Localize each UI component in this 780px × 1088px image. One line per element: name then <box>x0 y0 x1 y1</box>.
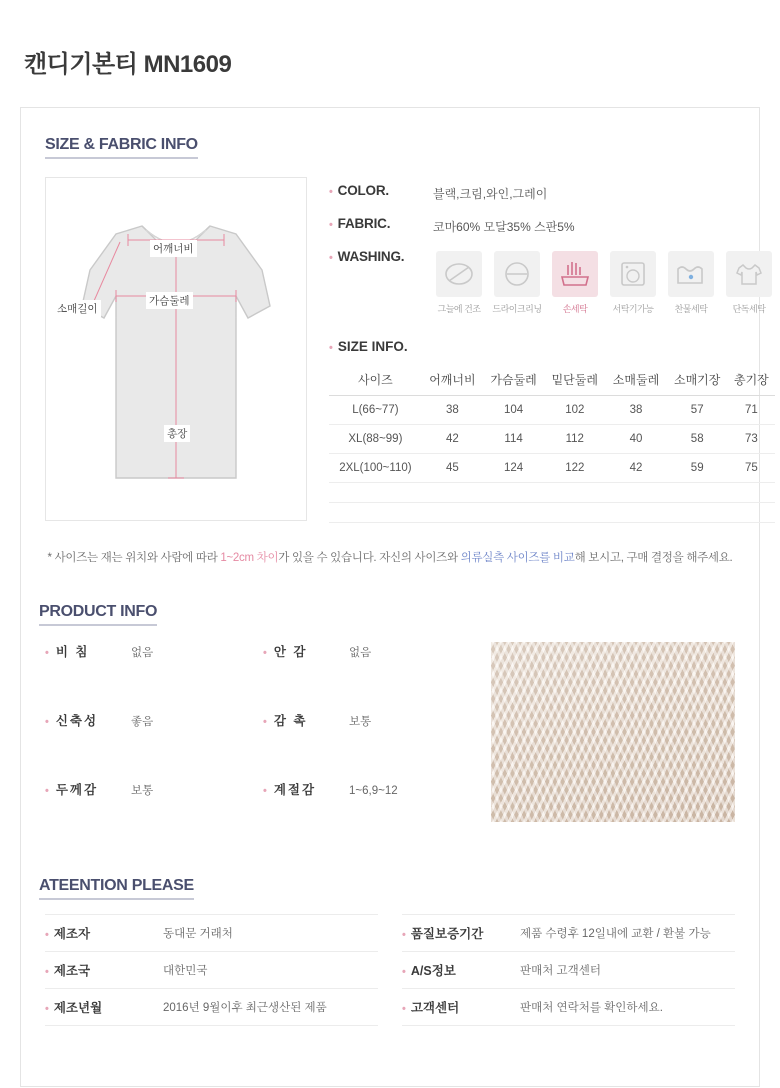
bullet-icon: • <box>329 186 333 198</box>
cell: 59 <box>667 454 728 483</box>
detail-card <box>20 107 769 1087</box>
attention-col-right <box>402 914 735 1026</box>
product-info-columns <box>45 642 481 849</box>
size-col-header: 어깨너비 <box>422 364 483 396</box>
info-row-color <box>329 183 775 202</box>
bullet-icon: • <box>45 1003 49 1015</box>
product-info-heading: PRODUCT INFO <box>39 603 157 626</box>
product-attr-lining <box>263 642 481 711</box>
cell: 122 <box>544 454 605 483</box>
size-fabric-top-area <box>21 159 769 523</box>
table-row <box>329 425 775 454</box>
attention-row-as-info <box>402 952 735 989</box>
machine-wash-icon <box>610 251 656 297</box>
wash-item-dry-shade <box>433 251 485 315</box>
attr-key: • 감 촉 <box>263 714 308 728</box>
bullet-icon: • <box>263 716 269 728</box>
cell: 57 <box>667 396 728 425</box>
cell: 42 <box>605 454 666 483</box>
cell: 38 <box>422 396 483 425</box>
attention-row-warranty <box>402 914 735 952</box>
size-col-header: 소매기장 <box>667 364 728 396</box>
product-attr-texture <box>263 711 481 780</box>
bullet-icon: • <box>45 647 51 659</box>
hand-wash-icon <box>552 251 598 297</box>
attr-key: • 신축성 <box>45 714 99 728</box>
size-info-heading: • SIZE INFO. <box>329 339 408 354</box>
cell: 2XL(100~110) <box>329 454 422 483</box>
wash-caption: 단독세탁 <box>732 304 766 314</box>
wash-caption: 손세탁 <box>562 304 588 314</box>
info-key-washing: • WASHING. <box>329 249 405 264</box>
cell: 40 <box>605 425 666 454</box>
attr-key: • 안 감 <box>263 645 308 659</box>
attention-key: • 제조자 <box>45 927 91 941</box>
attention-key: • 제조년월 <box>45 1001 103 1015</box>
wash-item-dryclean <box>491 251 543 315</box>
cell: 73 <box>728 425 775 454</box>
table-row <box>329 454 775 483</box>
cell: 58 <box>667 425 728 454</box>
garment-drawing-icon <box>46 178 306 520</box>
product-info-grid <box>21 626 759 849</box>
fabric-closeup-photo <box>491 642 735 822</box>
cell: 124 <box>483 454 544 483</box>
product-info-col-right <box>263 642 481 849</box>
wash-caption: 그늘에 건조 <box>437 304 481 314</box>
cell: L(66~77) <box>329 396 422 425</box>
product-attr-season <box>263 780 481 849</box>
bullet-icon: • <box>329 342 333 354</box>
info-key-fabric: • FABRIC. <box>329 216 391 231</box>
wash-item-wash-separately <box>723 251 775 315</box>
attention-heading: ATEENTION PLEASE <box>39 877 194 900</box>
attention-key: • A/S정보 <box>402 964 456 978</box>
wash-caption: 서탁기가능 <box>612 304 654 314</box>
attention-value: 대한민국 <box>163 965 208 977</box>
size-table-header-row <box>329 364 775 396</box>
notice-suffix: 해 보시고, 구매 결정을 해주세요. <box>574 552 733 564</box>
info-key-color: • COLOR. <box>329 183 389 198</box>
product-attr-thickness <box>45 780 263 849</box>
bullet-icon: • <box>45 929 49 941</box>
bullet-icon: • <box>402 929 406 941</box>
attention-value: 제품 수령후 12일내에 교환 / 환불 가능 <box>520 928 711 940</box>
size-col-header: 밑단둘레 <box>544 364 605 396</box>
attr-value: 좋음 <box>131 716 154 728</box>
attr-value: 보통 <box>349 716 372 728</box>
attr-key: • 계절감 <box>263 783 317 797</box>
label-sleeve-length: 소매길이 <box>54 300 101 317</box>
attention-row-manufacture-date <box>45 989 378 1026</box>
table-row <box>329 396 775 425</box>
washing-icon-row <box>433 251 775 315</box>
attention-value: 판매처 고객센터 <box>520 965 601 977</box>
attr-value: 1~6,9~12 <box>349 785 398 797</box>
wash-item-machine-wash <box>607 251 659 315</box>
size-fabric-info-heading: SIZE & FABRIC INFO <box>45 136 198 159</box>
notice-prefix: * 사이즈는 재는 위치와 사람에 따라 <box>47 552 221 564</box>
wash-caption: 드라이크리닝 <box>492 304 542 314</box>
label-chest-circumference: 가슴둘레 <box>146 292 193 309</box>
wash-item-hand-wash <box>549 251 601 315</box>
no-dryclean-icon <box>494 251 540 297</box>
attention-value: 2016년 9월이후 최근생산된 제품 <box>163 1002 327 1014</box>
attention-row-country <box>45 952 378 989</box>
product-info-attributes <box>45 642 481 849</box>
attr-value: 없음 <box>131 647 154 659</box>
info-value-fabric: 코마60% 모달35% 스판5% <box>433 220 575 234</box>
product-attr-transparency <box>45 642 263 711</box>
attention-value: 판매처 연락처를 확인하세요. <box>520 1002 663 1014</box>
bullet-icon: • <box>329 219 333 231</box>
garment-illustration <box>45 177 307 521</box>
cell: 42 <box>422 425 483 454</box>
cell: 45 <box>422 454 483 483</box>
attention-grid <box>21 900 759 1026</box>
attr-value: 없음 <box>349 647 372 659</box>
cell: 102 <box>544 396 605 425</box>
dry-shade-icon <box>436 251 482 297</box>
cell: 71 <box>728 396 775 425</box>
fabric-info-column <box>329 177 775 523</box>
size-col-header: 가슴둘레 <box>483 364 544 396</box>
cell: 104 <box>483 396 544 425</box>
attention-key: • 고객센터 <box>402 1001 460 1015</box>
product-info-col-left <box>45 642 263 849</box>
attention-row-manufacturer <box>45 914 378 952</box>
size-col-header: 소매둘레 <box>605 364 666 396</box>
wash-item-cold-water <box>665 251 717 315</box>
label-shoulder-width: 어깨너비 <box>150 240 197 257</box>
bullet-icon: • <box>45 716 51 728</box>
cell: 75 <box>728 454 775 483</box>
bullet-icon: • <box>329 252 333 264</box>
notice-highlight-blue: 의류실측 사이즈를 비교 <box>460 552 575 564</box>
bullet-icon: • <box>45 785 51 797</box>
bullet-icon: • <box>263 785 269 797</box>
info-row-washing <box>329 249 775 315</box>
cell: 38 <box>605 396 666 425</box>
attr-key: • 비 침 <box>45 645 90 659</box>
size-notice <box>21 549 759 565</box>
cell: 112 <box>544 425 605 454</box>
label-total-length: 총장 <box>164 425 190 442</box>
wash-separately-icon <box>726 251 772 297</box>
attention-value: 동대문 거래처 <box>163 928 233 940</box>
cell: 114 <box>483 425 544 454</box>
bullet-icon: • <box>402 1003 406 1015</box>
bullet-icon: • <box>45 966 49 978</box>
attr-value: 보통 <box>131 785 154 797</box>
size-col-header: 총기장 <box>728 364 775 396</box>
cell: XL(88~99) <box>329 425 422 454</box>
attention-col-left <box>45 914 378 1026</box>
notice-highlight-pink: 1~2cm 차이 <box>220 552 279 564</box>
info-row-fabric <box>329 216 775 235</box>
size-table <box>329 364 775 523</box>
cold-water-icon <box>668 251 714 297</box>
attr-key: • 두께감 <box>45 783 99 797</box>
notice-middle: 가 있을 수 있습니다. 자신의 사이즈와 <box>278 552 461 564</box>
attention-row-customer-center <box>402 989 735 1026</box>
size-col-header: 사이즈 <box>329 364 422 396</box>
attention-key: • 제조국 <box>45 964 91 978</box>
page-title: 캔디기본티 MN1609 <box>24 51 232 78</box>
cell <box>329 503 775 523</box>
cell <box>329 483 775 503</box>
attention-key: • 품질보증기간 <box>402 927 484 941</box>
bullet-icon: • <box>263 647 269 659</box>
bullet-icon: • <box>402 966 406 978</box>
product-attr-elasticity <box>45 711 263 780</box>
table-row-empty <box>329 503 775 523</box>
wash-caption: 찬물세탁 <box>674 304 708 314</box>
table-row-empty <box>329 483 775 503</box>
info-value-color: 블랙,크림,와인,그레이 <box>433 187 548 201</box>
